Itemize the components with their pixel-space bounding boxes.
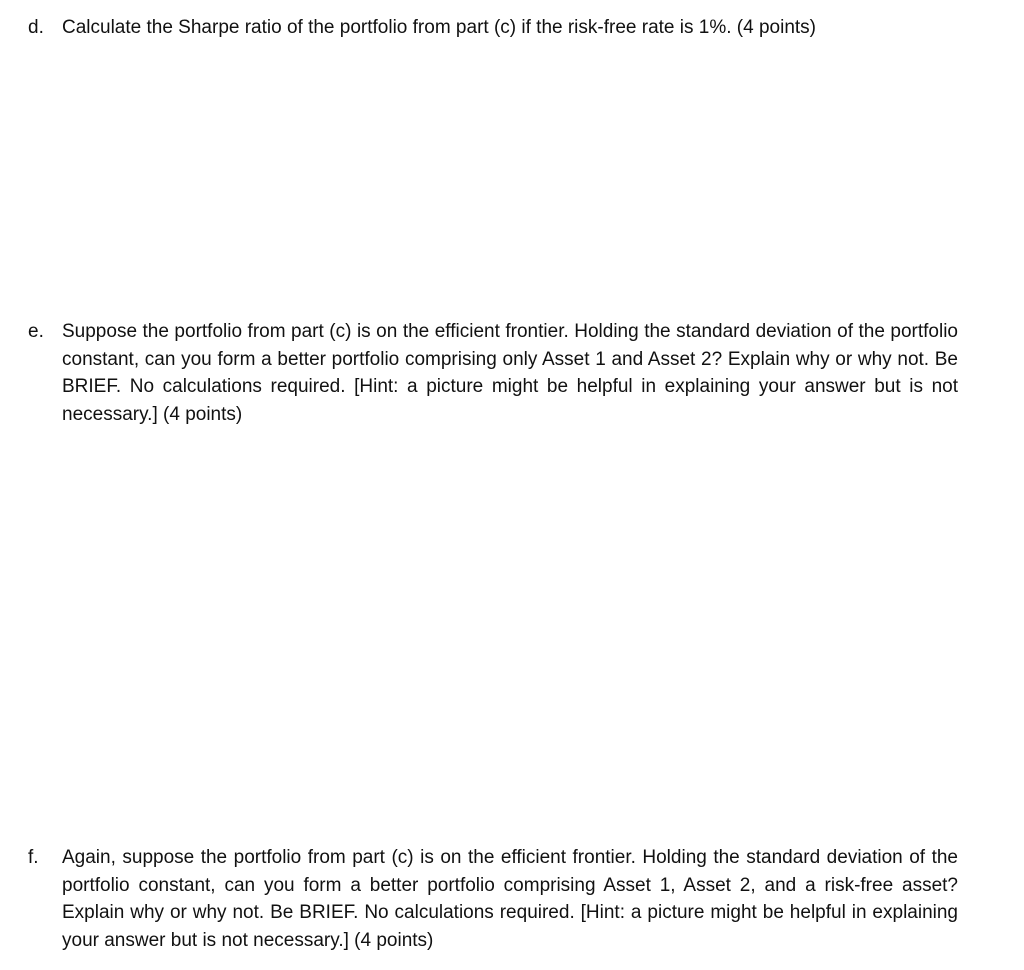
question-f-text: Again, suppose the portfolio from part (c) is on the efficient frontier. Holding the standard deviation of the portfolio constant, can you form a better portfolio comprising Asset 1, Asset 2, and a risk-free asset? Explain why or why not. Be BRIEF. No calculations required. [Hint: a picture might be helpful in explaining your answer but is not necessary.] (4 points) [62, 847, 958, 951]
answer-space-e [0, 440, 1024, 835]
question-e-text: Suppose the portfolio from part (c) is on the efficient frontier. Holding the standard deviation of the portfolio constant, can you form a better portfolio comprising only Asset 1 and Asset 2? Explain why or why not. Be BRIEF. No calculations required. [Hint: a picture might be helpful in explaining your answer but is not necessary.] (4 points) [62, 321, 958, 425]
answer-space-d [0, 50, 1024, 310]
question-e [28, 318, 958, 428]
question-e-letter: e. [28, 321, 44, 342]
question-d [28, 14, 958, 42]
question-f-letter: f. [28, 847, 39, 868]
question-f [28, 844, 958, 954]
question-d-text: Calculate the Sharpe ratio of the portfolio from part (c) if the risk-free rate is 1%. (4 points) [62, 17, 816, 38]
question-d-letter: d. [28, 17, 44, 38]
